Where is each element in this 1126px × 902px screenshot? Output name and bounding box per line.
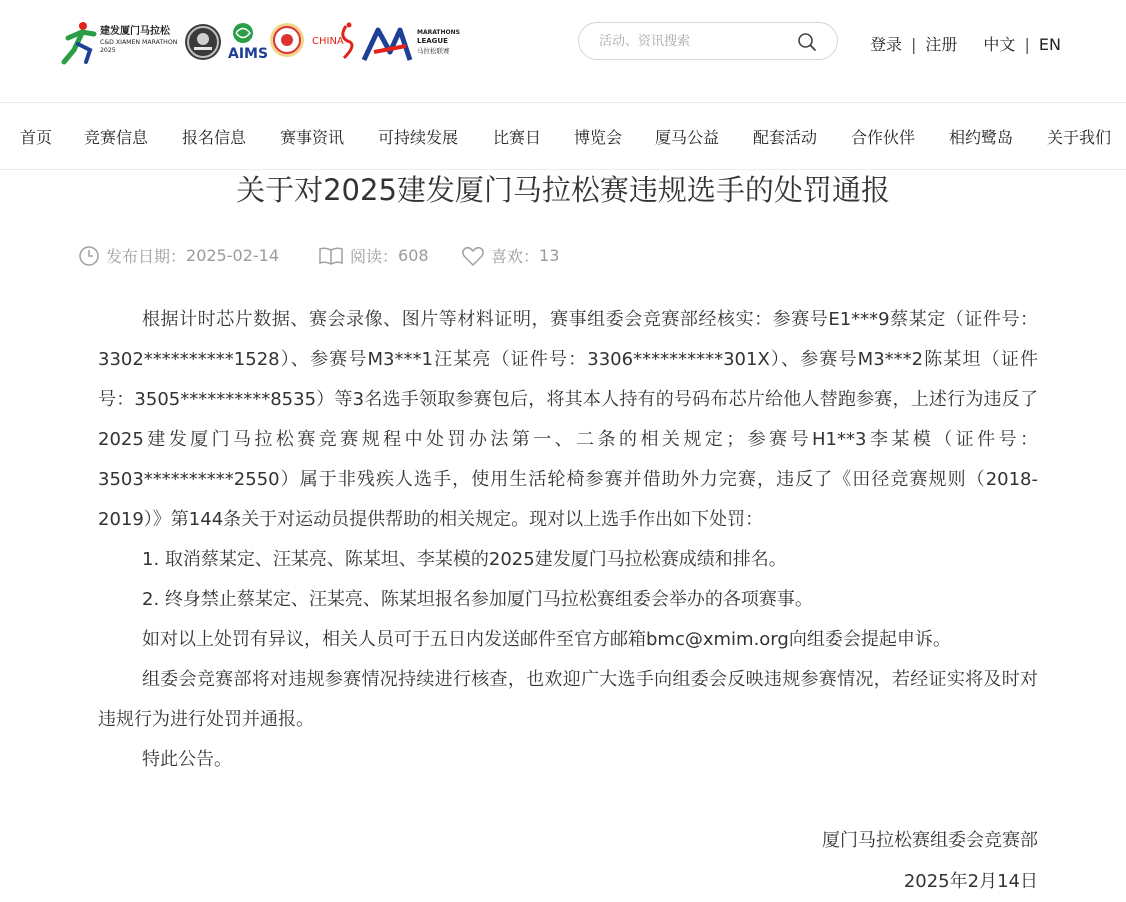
login-link[interactable]: 登录 bbox=[870, 35, 903, 54]
svg-text:CHINA: CHINA bbox=[312, 36, 344, 47]
logo-cn: 建发厦门马拉松 bbox=[100, 26, 170, 37]
athletics-association-emblem-icon bbox=[270, 23, 304, 57]
search-icon[interactable] bbox=[797, 32, 817, 52]
read-count bbox=[318, 244, 429, 267]
logo-strip-graphic bbox=[60, 16, 460, 66]
svg-text:LEAGUE: LEAGUE bbox=[417, 37, 448, 45]
nav-item-partners[interactable]: 合作伙伴 bbox=[851, 128, 916, 147]
signature: 厦门马拉松赛组委会竞赛部 bbox=[822, 830, 1038, 851]
china-athletics-logo bbox=[312, 23, 352, 59]
separator: | bbox=[911, 35, 917, 54]
penalty-item-2: 2. 终身禁止蔡某定、汪某亮、陈某坦报名参加厦门马拉松赛组委会举办的各项赛事。 bbox=[142, 589, 813, 610]
logo-en: C&D XIAMEN MARATHON bbox=[100, 39, 178, 46]
account-language-links bbox=[870, 32, 1061, 55]
gold-label-badge-icon bbox=[185, 24, 221, 60]
nav-item-meet-xiamen[interactable]: 相约鹭岛 bbox=[949, 128, 1014, 147]
like-count[interactable] bbox=[461, 244, 559, 267]
book-icon bbox=[318, 245, 344, 267]
marathon-league-logo bbox=[364, 29, 460, 60]
main-nav bbox=[0, 103, 1126, 170]
publish-date-value: 2025-02-14 bbox=[186, 246, 279, 265]
nav-item-registration[interactable]: 报名信息 bbox=[182, 128, 247, 147]
nav-item-charity[interactable]: 厦马公益 bbox=[655, 128, 720, 147]
separator: | bbox=[1024, 35, 1030, 54]
paragraph-findings: 根据计时芯片数据、赛会录像、图片等材料证明，赛事组委会竞赛部经核实：参赛号E1***9蔡某定（证件号：3302**********1528）、参赛号M3***1汪某亮（证件号：3306**********301X）、参赛号M3***2陈某坦（证件号：3505**********8535）等3名选手领取参赛包后，将其本人持有的号码布芯片给他人替跑参赛，上述行为违反了2025建发厦门马拉松赛竞赛规程中处罚办法第一、二条的相关规定；参赛号H1**3李某模（证件号：3503**********2550）属于非残疾人选手，使用生活轮椅参赛并借助外力完赛，违反了《田径竞赛规则（2018-2019）》第144条关于对运动员提供帮助的相关规定。现对以上选手作出如下处罚： bbox=[98, 309, 1038, 530]
site-header bbox=[0, 0, 1126, 103]
penalty-item-1: 1. 取消蔡某定、汪某亮、陈某坦、李某模的2025建发厦门马拉松赛成绩和排名。 bbox=[142, 549, 787, 570]
nav-item-competition-info[interactable]: 竞赛信息 bbox=[84, 128, 149, 147]
like-count-label: 喜欢： bbox=[491, 247, 540, 266]
nav-item-sustainability[interactable]: 可持续发展 bbox=[378, 128, 459, 147]
search-box bbox=[578, 22, 838, 60]
nav-item-race-day[interactable]: 比赛日 bbox=[493, 128, 542, 147]
nav-item-news[interactable]: 赛事资讯 bbox=[280, 128, 345, 147]
register-link[interactable]: 注册 bbox=[925, 35, 958, 54]
article-title: 关于对2025建发厦门马拉松赛违规选手的处罚通报 bbox=[236, 173, 890, 207]
paragraph-appeal: 如对以上处罚有异议，相关人员可于五日内发送邮件至官方邮箱bmc@xmim.org向组委会提起申诉。 bbox=[142, 629, 951, 650]
read-count-label: 阅读： bbox=[350, 247, 399, 266]
sign-date: 2025年2月14日 bbox=[903, 871, 1038, 892]
language-chinese-link[interactable]: 中文 bbox=[983, 35, 1016, 54]
nav-item-expo[interactable]: 博览会 bbox=[574, 128, 623, 147]
language-english-link[interactable]: EN bbox=[1038, 35, 1061, 54]
sponsor-logo-strip bbox=[60, 16, 460, 66]
svg-text:AIMS: AIMS bbox=[228, 46, 269, 62]
read-count-value: 608 bbox=[398, 246, 429, 265]
publish-date-label: 发布日期： bbox=[106, 247, 187, 266]
like-count-value: 13 bbox=[539, 246, 560, 265]
logo-year: 2025 bbox=[100, 47, 116, 54]
paragraph-ongoing-review: 组委会竞赛部将对违规参赛情况持续进行核查，也欢迎广大选手向组委会反映违规参赛情况，若经证实将及时对违规行为进行处罚并通报。 bbox=[98, 669, 1038, 730]
heart-icon[interactable] bbox=[461, 245, 485, 267]
paragraph-notice: 特此公告。 bbox=[142, 749, 232, 770]
xiamen-marathon-logo[interactable] bbox=[64, 22, 178, 62]
clock-icon bbox=[78, 245, 100, 267]
aims-logo bbox=[228, 23, 268, 62]
publish-date bbox=[78, 244, 279, 267]
article-body bbox=[98, 300, 1038, 780]
nav-item-about-us[interactable]: 关于我们 bbox=[1047, 128, 1112, 147]
nav-item-home[interactable]: 首页 bbox=[20, 128, 53, 147]
nav-item-events[interactable]: 配套活动 bbox=[753, 128, 818, 147]
svg-text:马拉松联赛: 马拉松联赛 bbox=[417, 47, 450, 55]
search-input[interactable] bbox=[599, 31, 789, 51]
svg-text:MARATHONS: MARATHONS bbox=[417, 29, 460, 36]
